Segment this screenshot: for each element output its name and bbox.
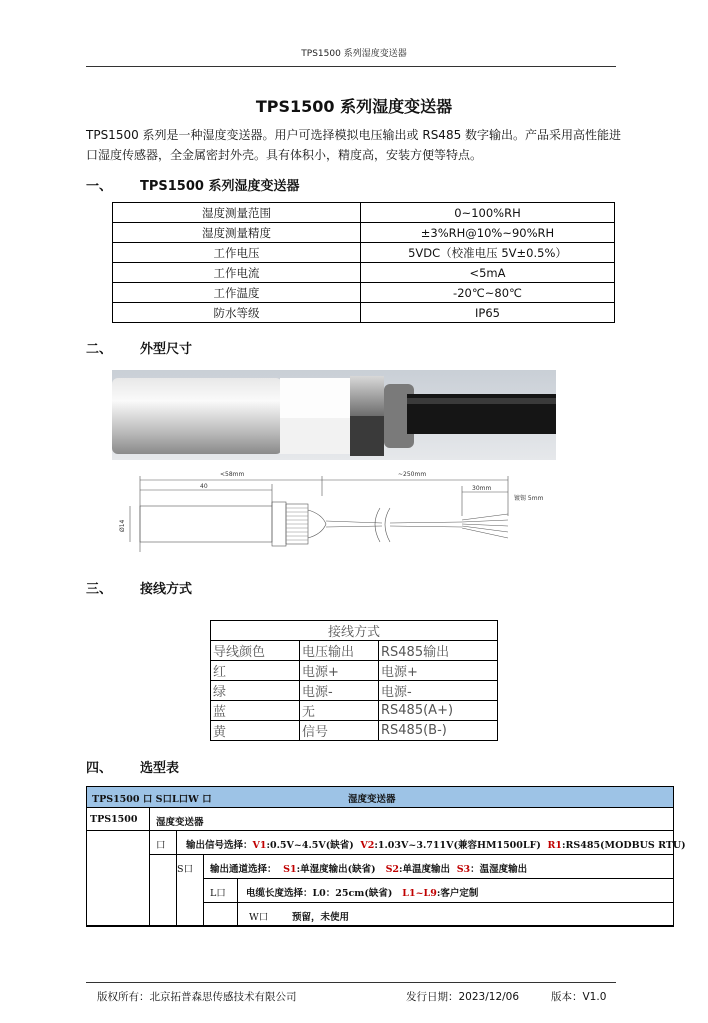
section-1-heading [86,175,300,194]
dim-tin-label: 镀锡 5mm [514,495,544,502]
footer-date: 发行日期：2023/12/06 [406,991,520,1003]
wiring-cell: 信号 [300,721,379,741]
wiring-cell: 绿 [211,681,300,701]
selection-model: TPS1500 [90,814,138,825]
dim-40-label: 40 [200,483,208,490]
section-title: TPS1500 系列湿度变送器 [140,179,300,194]
spec-row [113,263,615,283]
wiring-header: 导线颜色 [211,641,300,661]
spec-table [112,202,615,323]
wiring-header: RS485输出 [379,641,498,661]
wiring-cell: RS485(B-) [379,721,498,741]
intro-paragraph: TPS1500 系列是一种湿度变送器。用户可选择模拟电压输出或 RS485 数字输出。产品采用高性能进口湿度传感器，全金属密封外壳。具有体积小，精度高，安装方便等特点。 [86,128,622,162]
spec-row [113,223,615,243]
selection-row-output-signal: 输出信号选择：V1:0.5V~4.5V(缺省) V2:1.03V~3.711V(兼容HM1500LF) R1:RS485(MODBUS RTU) [186,840,686,851]
product-photo [112,370,556,460]
section-number: 三、 [86,582,113,597]
spec-row [113,243,615,263]
selection-row-code: L口 [210,888,226,899]
spec-value: ±3%RH@10%~90%RH [361,223,615,243]
section-number: 一、 [86,179,113,194]
wiring-cell: 黄 [211,721,300,741]
section-number: 二、 [86,342,113,357]
wiring-cell: 电源+ [379,661,498,681]
dim-cable-label: ~250mm [398,471,427,478]
footer-divider [86,982,616,983]
spec-label: 湿度测量精度 [113,223,361,243]
dimension-drawing [112,466,556,562]
spec-label: 湿度测量范围 [113,203,361,223]
selection-row-code: W口 [249,912,269,923]
spec-value: 0~100%RH [361,203,615,223]
footer-version: 版本：V1.0 [551,991,607,1003]
dim-total-label: <58mm [220,471,245,478]
selection-row-channel: 输出通道选择： S1:单湿度输出(缺省) S2:单温度输出 S3：温湿度输出 [210,864,528,875]
selection-model-desc: 湿度变送器 [156,817,204,828]
wiring-cell: 电源- [379,681,498,701]
section-title: 接线方式 [140,582,193,597]
section-number: 四、 [86,761,113,776]
wiring-cell: 电源+ [300,661,379,681]
spec-value: <5mA [361,263,615,283]
spec-label: 工作电流 [113,263,361,283]
wiring-cell: 电源- [300,681,379,701]
wiring-header: 电压输出 [300,641,379,661]
section-2-heading [86,338,193,357]
footer-copyright: 版权所有：北京拓普森思传感技术有限公司 [97,991,297,1003]
selection-box: 口 [156,840,166,851]
wiring-caption: 接线方式 [211,621,498,641]
spec-value: IP65 [361,303,615,323]
dim-30-label: 30mm [472,485,492,492]
selection-table [86,786,686,928]
dim-diameter-label: Ø14 [119,519,126,532]
selection-row-code: S口 [177,864,194,875]
wiring-table [210,620,498,741]
selection-name: 湿度变送器 [348,794,396,805]
spec-value: 5VDC（校准电压 5V±0.5%） [361,243,615,263]
selection-row-cable: 电缆长度选择：L0：25cm(缺省) L1~L9:客户定制 [246,888,479,899]
section-4-heading [86,757,180,776]
spec-row [113,283,615,303]
section-3-heading [86,578,193,597]
wiring-cell: RS485(A+) [379,701,498,721]
section-title: 外型尺寸 [140,342,193,357]
spec-value: -20℃~80℃ [361,283,615,303]
spec-label: 防水等级 [113,303,361,323]
wiring-cell: 无 [300,701,379,721]
spec-row [113,203,615,223]
section-title: 选型表 [140,761,180,776]
wiring-cell: 蓝 [211,701,300,721]
wiring-cell: 红 [211,661,300,681]
spec-row [113,303,615,323]
selection-row-reserved: 预留，未使用 [292,912,350,923]
spec-label: 工作温度 [113,283,361,303]
page-header: TPS1500 系列湿度变送器 [301,49,407,59]
spec-label: 工作电压 [113,243,361,263]
selection-code: TPS1500 口 S口L口W 口 [92,794,212,805]
header-divider [86,66,616,67]
document-title: TPS1500 系列湿度变送器 [255,97,453,116]
